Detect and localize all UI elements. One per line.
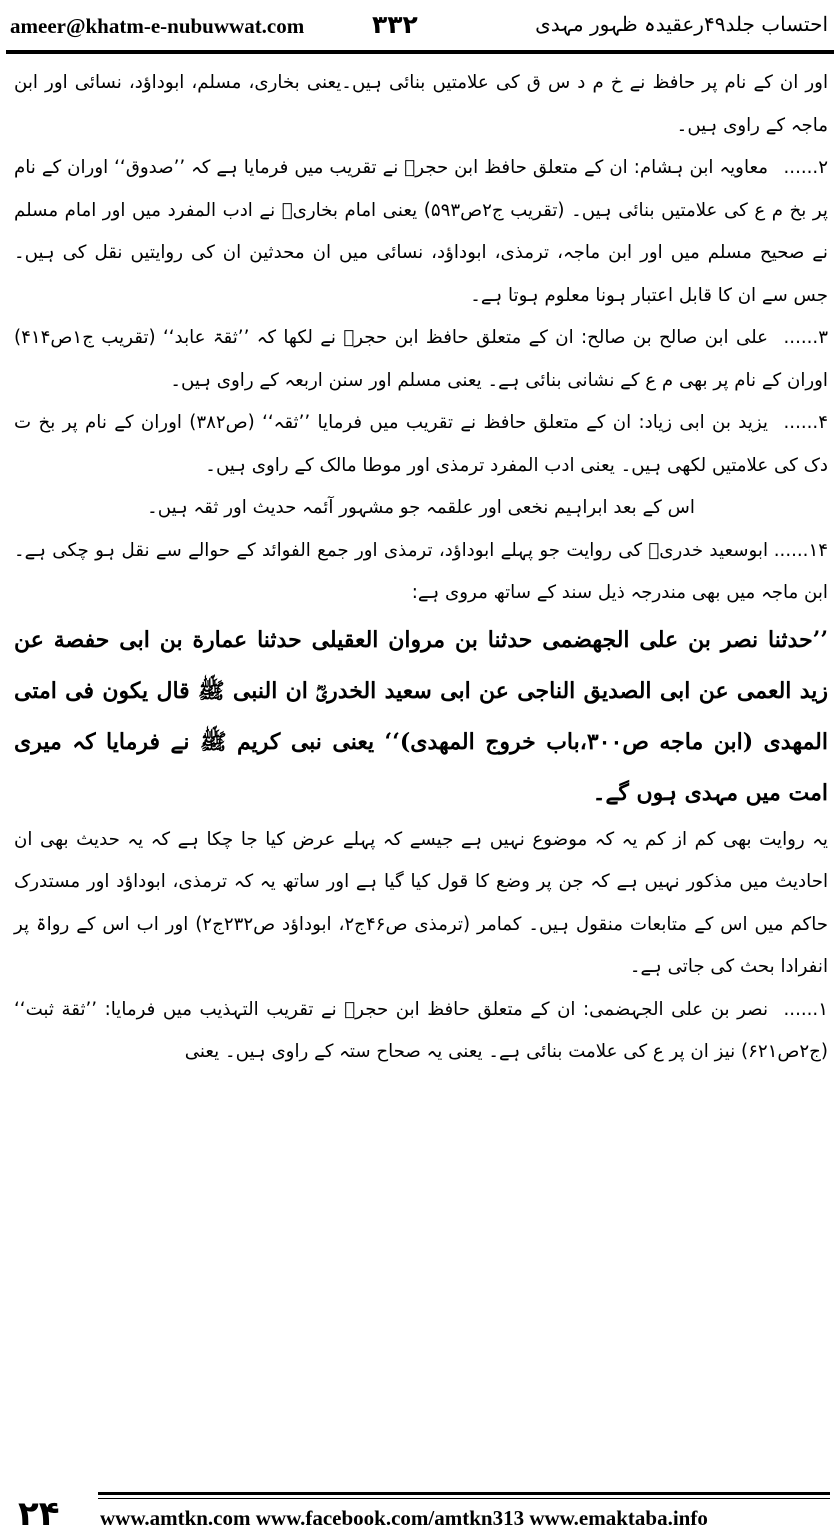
header-rule <box>6 50 834 54</box>
page-header <box>0 0 840 46</box>
paragraph-text: علی ابن صالح بن صالح: ان کے متعلق حافظ ابن حجرؒ نے لکھا کہ ’’ثقۃ عابد‘‘ (تقریب ج۱ص۴۱۴) اوران کے نام پر بھی م ع کے نشانی بنائی ہے۔ یعنی مسلم اور سنن اربعہ کے راوی ہیں۔ <box>14 327 828 391</box>
item-number: ۳...... <box>783 327 828 348</box>
header-email: ameer@khatm-e-nubuwwat.com <box>10 14 305 38</box>
paragraph-text: اور ان کے نام پر حافظ نے خ م د س ق کی علامتیں بنائی ہیں۔یعنی بخاری، مسلم، ابوداؤد، نسائی اور ابن ماجہ کے راوی ہیں۔ <box>14 72 828 136</box>
paragraph-text: نصر بن علی الجہضمی: ان کے متعلق حافظ ابن حجرؒ نے تقریب التہذیب میں فرمایا: ’’ثقة ثبت‘‘ (ج۲ص۶۲۱) نیز ان پر ع کی علامت بنائی ہے۔ یعنی یہ صحاح ستہ کے راوی ہیں۔ یعنی <box>14 998 828 1062</box>
footer-rule <box>98 1492 830 1495</box>
header-book-title: احتساب جلد۴۹رعقیدہ ظہور مہدی <box>535 12 828 36</box>
paragraph-text: اس کے بعد ابراہیم نخعی اور علقمہ جو مشہور آئمہ حدیث اور ثقہ ہیں۔ <box>147 497 695 518</box>
footer-links[interactable]: www.amtkn.com www.facebook.com/amtkn313 www.emaktaba.info <box>100 1506 708 1530</box>
footer-rule-thin <box>98 1498 830 1499</box>
item-number: ۲...... <box>783 157 828 178</box>
footer-page-number: ۲۴ <box>18 1494 60 1534</box>
hadith-text: ’’حدثنا نصر بن علی الجهضمی حدثنا بن مروان العقیلی حدثنا عمارة بن ابی حفصة عن زید العمی عن ابی الصدیق الناجی عن ابی سعید الخدریؓ ان النبی ﷺ قال یکون فی امتی المهدی (ابن ماجه ص۳۰۰،باب خروج المهدی)‘‘ یعنی نبی کریم ﷺ نے فرمایا کہ میری امت میں مہدی ہوں گے۔ <box>14 626 829 806</box>
paragraph-1 <box>14 62 828 147</box>
page-footer <box>0 1488 840 1540</box>
item-number: ۱...... <box>783 998 828 1020</box>
paragraph-2 <box>14 147 828 317</box>
page-body <box>14 62 828 1074</box>
header-page-number: ۳۳۲ <box>372 10 418 39</box>
paragraph-5 <box>14 487 828 530</box>
paragraph-text: یہ روایت بھی کم از کم یہ کہ موضوع نہیں ہے جیسے کہ پہلے عرض کیا جا چکا ہے کہ یہ حدیث بھی ان احادیث میں مذکور نہیں ہے کہ جن پر وضع کا قول کیا گیا ہے اور ساتھ یہ کہ ترمذی، ابوداؤد اور مستدرک حاکم میں اس کے متابعات منقول ہیں۔ کمامر (ترمذی ص۴۶ج۲، ابوداؤد ص۲۳۲ج۲) اور اب اس کے رواۃ پر انفرادا بحث کی جاتی ہے۔ <box>14 828 828 977</box>
paragraph-4 <box>14 402 828 487</box>
hadith-quote <box>14 615 828 819</box>
paragraph-text: ابوسعید خدریؓ کی روایت جو پہلے ابوداؤد، ترمذی اور جمع الفوائد کے حوالے سے نقل ہو چکی ہے۔ ابن ماجہ میں بھی مندرجہ ذیل سند کے ساتھ مروی ہے: <box>14 539 828 603</box>
paragraph-3 <box>14 317 828 402</box>
paragraph-9 <box>14 989 828 1074</box>
item-number: ۴...... <box>783 412 828 433</box>
paragraph-8 <box>14 819 828 989</box>
item-number: ۱۴...... <box>773 539 828 561</box>
paragraph-text: معاویہ ابن ہشام: ان کے متعلق حافظ ابن حجرؒ نے تقریب میں فرمایا ہے کہ ’’صدوق‘‘ اوران کے نام پر بخ م ع کی علامتیں بنائی ہیں۔ (تقریب ج۲ص۵۹۳) یعنی امام بخاریؒ نے ادب المفرد میں اور امام مسلم نے صحیح مسلم میں اور ابن ماجہ، ترمذی، ابوداؤد، نسائی میں ان محدثین ان کی روایتیں نقل کی ہیں۔ جس سے ان کا قابل اعتبار ہونا معلوم ہوتا ہے۔ <box>14 157 828 306</box>
paragraph-6 <box>14 530 828 615</box>
paragraph-text: یزید بن ابی زیاد: ان کے متعلق حافظ نے تقریب میں فرمایا ’’ثقہ‘‘ (ص۳۸۲) اوران کے نام پر بخ ت دک کی علامتیں لکھی ہیں۔ یعنی ادب المفرد ترمذی اور موطا مالک کے راوی ہیں۔ <box>14 412 828 476</box>
